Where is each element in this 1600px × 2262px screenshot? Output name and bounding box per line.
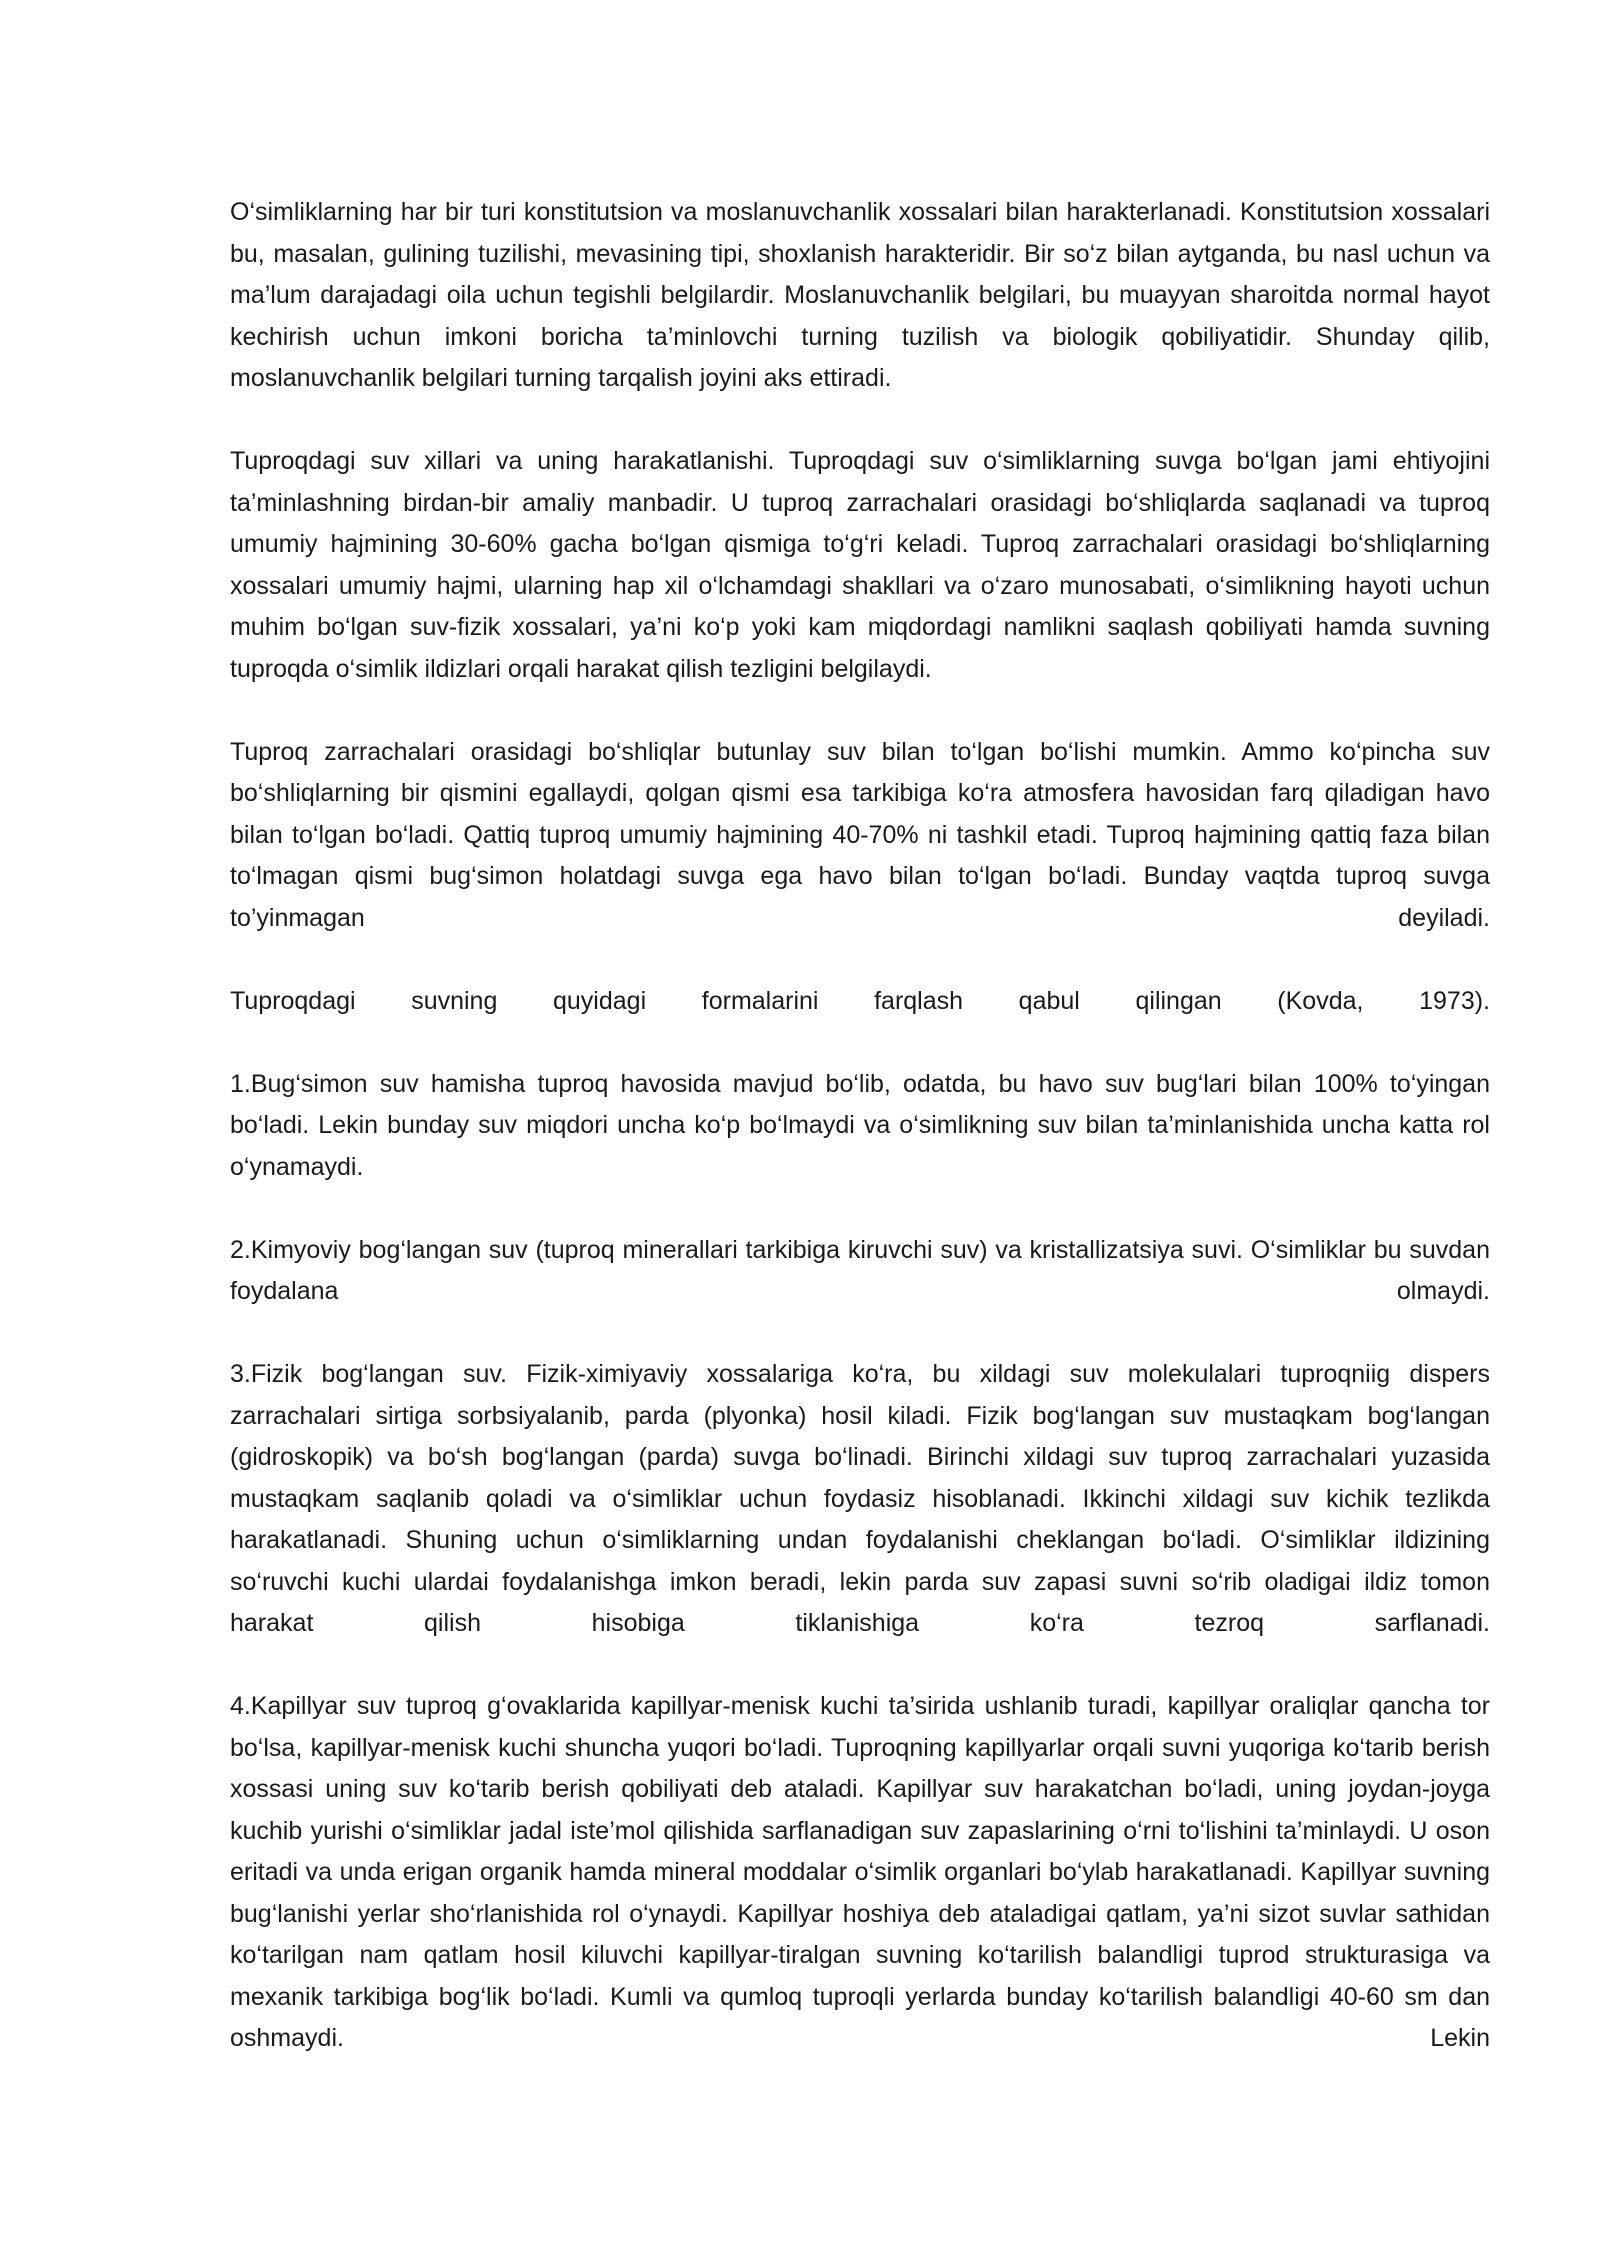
paragraph-6: 2.Kimyoviy bog‘langan suv (tuproq minerallari tarkibiga kiruvchi suv) va kristallizatsiya suvi. O‘simliklar bu suvdan foydalana olmaydi. — [230, 1235, 1490, 1305]
document-page — [230, 192, 1490, 2101]
paragraph-3: Tuproq zarrachalari orasidagi bo‘shliqlar butunlay suv bilan to‘lgan bo‘lishi mumkin. Ammo ko‘pincha suv bo‘shliqlarning bir qismini egallaydi, qolgan qismi esa tarkibiga ko‘ra atmosfera havosidan farq qiladigan havo bilan to‘lgan bo‘ladi. Qattiq tuproq umumiy hajmining 40-70% ni tashkil etadi. Tuproq hajmining qattiq faza bilan to‘lmagan qismi bug‘simon holatdagi suvga ega havo bilan to‘lgan bo‘ladi. Bunday vaqtda tuproq suvga to’yinmagan deyiladi. — [230, 737, 1490, 932]
paragraph-5: 1.Bug‘simon suv hamisha tuproq havosida mavjud bo‘lib, odatda, bu havo suv bug‘lari bilan 100% to‘yingan bo‘ladi. Lekin bunday suv miqdori uncha ko‘p bo‘lmaydi va o‘simlikning suv bilan ta’minlanishida uncha katta rol o‘ynamaydi. — [230, 1069, 1490, 1181]
paragraph-7: 3.Fizik bog‘langan suv. Fizik-ximiyaviy xossalariga ko‘ra, bu xildagi suv molekulalari tuproqniig dispers zarrachalari sirtiga sorbsiyalanib, parda (plyonka) hosil kiladi. Fizik bog‘langan suv mustaqkam bog‘langan (gidroskopik) va bo‘sh bog‘langan (parda) suvga bo‘linadi. Birinchi xildagi suv tuproq zarrachalari yuzasida mustaqkam saqlanib qoladi va o‘simliklar uchun foydasiz hisoblanadi. Ikkinchi xildagi suv kichik tezlikda harakatlanadi. Shuning uchun o‘simliklarning undan foydalanishi cheklangan bo‘ladi. O‘simliklar ildizining so‘ruvchi kuchi ulardai foydalanishga imkon beradi, lekin parda suv zapasi suvni so‘rib oladigai ildiz tomon harakat qilish hisobiga tiklanishiga ko‘ra tezroq sarflanadi. — [230, 1360, 1490, 1637]
paragraph-1: O‘simliklarning har bir turi konstitutsion va moslanuvchanlik xossalari bilan harakterlanadi. Konstitutsion xossalari bu, masalan, gulining tuzilishi, mevasining tipi, shoxlanish harakteridir. Bir so‘z bilan aytganda, bu nasl uchun va ma’lum darajadagi oila uchun tegishli belgilardir. Moslanuvchanlik belgilari, bu muayyan sharoitda normal hayot kechirish uchun imkoni boricha ta’minlovchi turning tuzilish va biologik qobiliyatidir. Shunday qilib, moslanuvchanlik belgilari turning tarqalish joyini aks ettiradi. — [230, 198, 1490, 392]
paragraph-8: 4.Kapillyar suv tuproq g‘ovaklarida kapillyar-menisk kuchi ta’sirida ushlanib turadi, kapillyar oraliqlar qancha tor bo‘lsa, kapillyar-menisk kuchi shuncha yuqori bo‘ladi. Tuproqning kapillyarlar orqali suvni yuqoriga ko‘tarib berish xossasi uning suv ko‘tarib berish qobiliyati deb ataladi. Kapillyar suv harakatchan bo‘ladi, uning joydan-joyga kuchib yurishi o‘simliklar jadal iste’mol qilishida sarflanadigan suv zapaslarining o‘rni to‘lishini ta’minlaydi. U oson eritadi va unda erigan organik hamda mineral moddalar o‘simlik organlari bo‘ylab harakatlanadi. Kapillyar suvning bug‘lanishi yerlar sho‘rlanishida rol o‘ynaydi. Kapillyar hoshiya deb ataladigai qatlam, ya’ni sizot suvlar sathidan ko‘tarilgan nam qatlam hosil kiluvchi kapillyar-tiralgan suvning ko‘tarilish balandligi tuprod strukturasiga va mexanik tarkibiga bog‘lik bo‘ladi. Kumli va qumloq tuproqli yerlarda bunday ko‘tarilish balandligi 40-60 sm dan oshmaydi. Lekin — [230, 1692, 1490, 2052]
paragraph-4: Tuproqdagi suvning quyidagi formalarini farqlash qabul qilingan (Kovda, 1973). — [230, 986, 1490, 1015]
paragraph-2: Tuproqdagi suv xillari va uning harakatlanishi. Tuproqdagi suv o‘simliklarning suvga bo‘lgan jami ehtiyojini ta’minlashning birdan-bir amaliy manbadir. U tuproq zarrachalari orasidagi bo‘shliqlarda saqlanadi va tuproq umumiy hajmining 30-60% gacha bo‘lgan qismiga to‘g‘ri keladi. Tuproq zarrachalari orasidagi bo‘shliqlarning xossalari umumiy hajmi, ularning hap xil o‘lchamdagi shakllari va o‘zaro munosabati, o‘simlikning hayoti uchun muhim bo‘lgan suv-fizik xossalari, ya’ni ko‘p yoki kam miqdordagi namlikni saqlash qobiliyati hamda suvning tuproqda o‘simlik ildizlari orqali harakat qilish tezligini belgilaydi. — [230, 447, 1490, 683]
